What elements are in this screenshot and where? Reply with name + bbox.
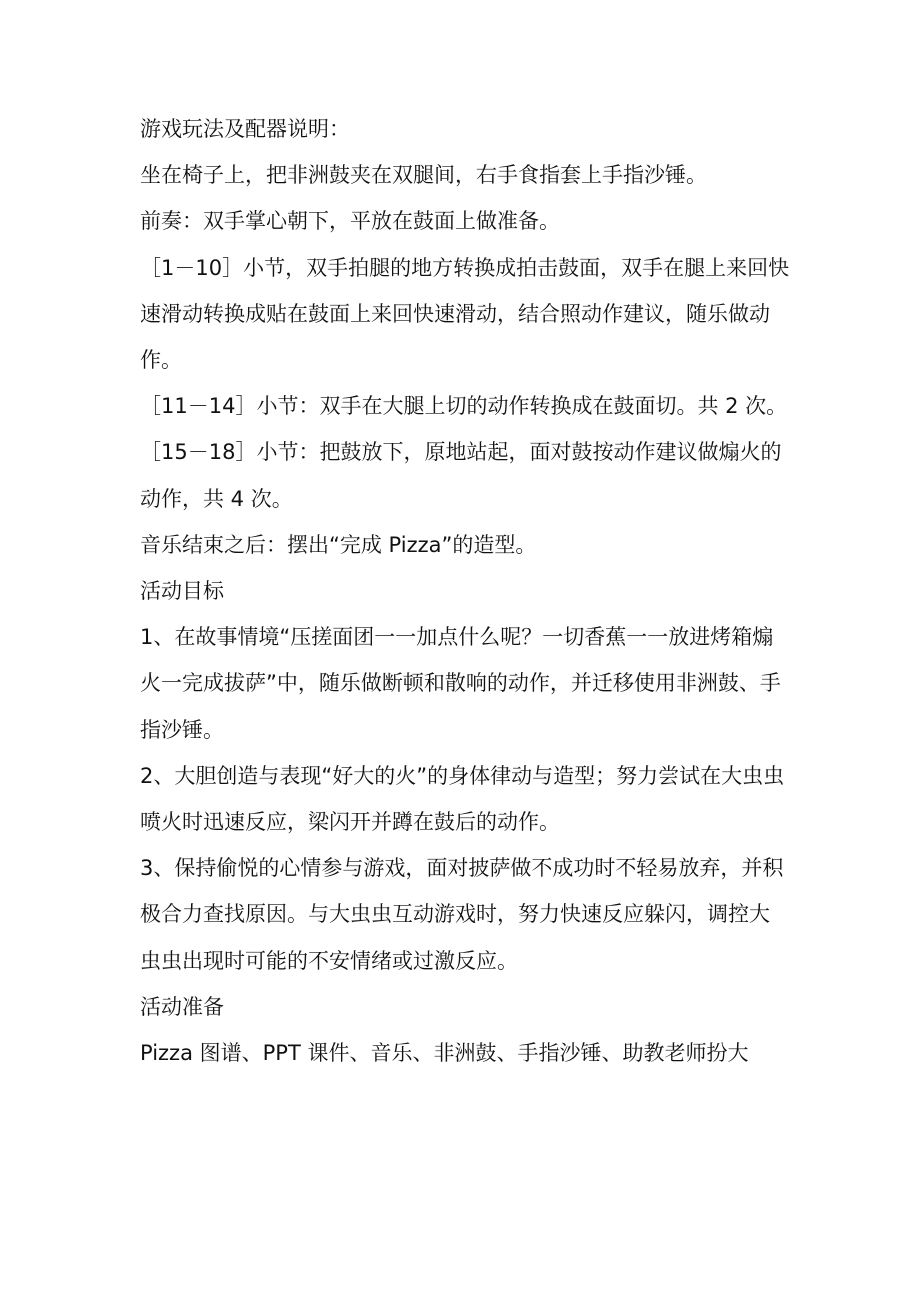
objective-item-2: 2、大胆创造与表现“好大的火”的身体律动与造型；努力尝试在大虫虫喷火时迅速反应，梁闪开并蹲在鼓后的动作。 [140,763,785,835]
paragraph-bars-15-18: ［15－18］小节：把鼓放下，原地站起，面对鼓按动作建议做煽火的动作，共 4 次。 [140,440,782,511]
paragraph-ending: 音乐结束之后：摆出“完成 Pizza”的造型。 [140,532,537,557]
section-heading-objectives: 活动目标 [140,579,224,604]
paragraph-seating: 坐在椅子上，把非洲鼓夹在双腿间，右手食指套上手指沙锤。 [140,163,707,188]
paragraph-bars-11-14: ［11－14］小节：双手在大腿上切的动作转换成在鼓面切。共 2 次。 [140,394,788,419]
paragraph-materials: Pizza 图谱、PPT 课件、音乐、非洲鼓、手指沙锤、助教老师扮大 [140,1041,749,1066]
objective-item-1: 1、在故事情境“压搓面团一一加点什么呢？一切香蕉一一放进烤箱煽火一完成拔萨”中，随乐做断顿和散响的动作，并迁移使用非洲鼓、手指沙锤。 [140,625,781,742]
section-heading-preparation: 活动准备 [140,994,224,1019]
paragraph-bars-1-10: ［1－10］小节，双手拍腿的地方转换成拍击鼓面，双手在腿上来回快速滑动转换成贴在鼓面上来回快速滑动，结合照动作建议，随乐做动作。 [140,255,790,373]
objective-item-3: 3、保持偷悦的心情参与游戏，面对披萨做不成功时不轻易放弃，并积极合力查找原因。与大虫虫互动游戏时，努力快速反应躲闪，调控大虫虫出现时可能的不安情绪或过激反应。 [140,856,784,973]
section-heading-gameplay: 游戏玩法及配器说明： [140,117,350,141]
paragraph-prelude: 前奏：双手掌心朝下，平放在鼓面上做准备。 [140,209,560,234]
document-body [140,106,790,1076]
